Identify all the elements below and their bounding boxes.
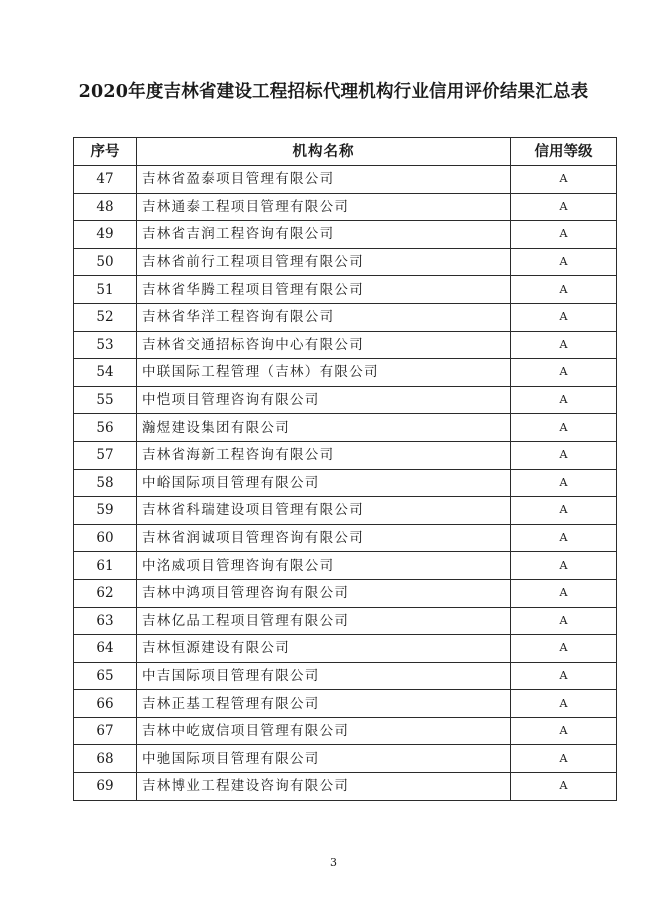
credit-grade-cell: A: [511, 331, 617, 359]
credit-grade-cell: A: [511, 303, 617, 331]
table-row: [74, 773, 617, 801]
table-header-row: [74, 138, 617, 166]
credit-grade-cell: A: [511, 579, 617, 607]
credit-grade-cell: A: [511, 359, 617, 387]
row-number-cell: 56: [74, 414, 137, 442]
column-header-grade: 信用等级: [511, 138, 617, 166]
credit-grade-cell: A: [511, 552, 617, 580]
institution-name-cell: 吉林博业工程建设咨询有限公司: [137, 773, 511, 801]
institution-name-cell: 吉林中鸿项目管理咨询有限公司: [137, 579, 511, 607]
institution-name-cell: 中洺威项目管理咨询有限公司: [137, 552, 511, 580]
credit-grade-cell: A: [511, 193, 617, 221]
credit-grade-cell: A: [511, 386, 617, 414]
table-row: [74, 276, 617, 304]
table-row: [74, 193, 617, 221]
institution-name-cell: 中驰国际项目管理有限公司: [137, 745, 511, 773]
institution-name-cell: 吉林恒源建设有限公司: [137, 635, 511, 663]
table-row: [74, 441, 617, 469]
credit-grade-cell: A: [511, 524, 617, 552]
institution-name-cell: 吉林省吉润工程咨询有限公司: [137, 221, 511, 249]
table-row: [74, 717, 617, 745]
row-number-cell: 55: [74, 386, 137, 414]
credit-grade-cell: A: [511, 469, 617, 497]
institution-name-cell: 中恺项目管理咨询有限公司: [137, 386, 511, 414]
institution-name-cell: 吉林省科瑞建设项目管理有限公司: [137, 497, 511, 525]
column-header-number: 序号: [74, 138, 137, 166]
table-row: [74, 166, 617, 194]
table-row: [74, 331, 617, 359]
table-row: [74, 635, 617, 663]
row-number-cell: 68: [74, 745, 137, 773]
institution-name-cell: 中吉国际项目管理有限公司: [137, 662, 511, 690]
institution-name-cell: 吉林省盈泰项目管理有限公司: [137, 166, 511, 194]
table-row: [74, 662, 617, 690]
table-body: [74, 166, 617, 801]
institution-name-cell: 吉林通泰工程项目管理有限公司: [137, 193, 511, 221]
table-row: [74, 552, 617, 580]
row-number-cell: 69: [74, 773, 137, 801]
row-number-cell: 52: [74, 303, 137, 331]
column-header-name: 机构名称: [137, 138, 511, 166]
row-number-cell: 48: [74, 193, 137, 221]
page-title: 2020年度吉林省建设工程招标代理机构行业信用评价结果汇总表: [78, 82, 589, 102]
table-row: [74, 524, 617, 552]
table-row: [74, 690, 617, 718]
credit-grade-cell: A: [511, 607, 617, 635]
institution-name-cell: 中联国际工程管理（吉林）有限公司: [137, 359, 511, 387]
row-number-cell: 49: [74, 221, 137, 249]
table-row: [74, 607, 617, 635]
row-number-cell: 54: [74, 359, 137, 387]
credit-grade-cell: A: [511, 690, 617, 718]
row-number-cell: 65: [74, 662, 137, 690]
credit-grade-cell: A: [511, 441, 617, 469]
credit-grade-cell: A: [511, 635, 617, 663]
institution-name-cell: 吉林省华洋工程咨询有限公司: [137, 303, 511, 331]
credit-grade-cell: A: [511, 717, 617, 745]
institution-name-cell: 吉林省华腾工程项目管理有限公司: [137, 276, 511, 304]
row-number-cell: 60: [74, 524, 137, 552]
table-row: [74, 469, 617, 497]
institution-name-cell: 吉林省前行工程项目管理有限公司: [137, 248, 511, 276]
table-row: [74, 303, 617, 331]
credit-grade-cell: A: [511, 248, 617, 276]
table-row: [74, 745, 617, 773]
row-number-cell: 63: [74, 607, 137, 635]
table-row: [74, 414, 617, 442]
row-number-cell: 50: [74, 248, 137, 276]
row-number-cell: 47: [74, 166, 137, 194]
institution-name-cell: 瀚煜建设集团有限公司: [137, 414, 511, 442]
institution-name-cell: 吉林省海新工程咨询有限公司: [137, 441, 511, 469]
credit-grade-cell: A: [511, 221, 617, 249]
institution-name-cell: 吉林省润诚项目管理咨询有限公司: [137, 524, 511, 552]
institution-name-cell: 吉林省交通招标咨询中心有限公司: [137, 331, 511, 359]
table-row: [74, 497, 617, 525]
table-row: [74, 221, 617, 249]
credit-grade-cell: A: [511, 773, 617, 801]
row-number-cell: 58: [74, 469, 137, 497]
credit-rating-table: [73, 137, 617, 801]
institution-name-cell: 吉林亿品工程项目管理有限公司: [137, 607, 511, 635]
table-row: [74, 359, 617, 387]
row-number-cell: 59: [74, 497, 137, 525]
row-number-cell: 66: [74, 690, 137, 718]
row-number-cell: 67: [74, 717, 137, 745]
institution-name-cell: 吉林正基工程管理有限公司: [137, 690, 511, 718]
credit-grade-cell: A: [511, 166, 617, 194]
row-number-cell: 61: [74, 552, 137, 580]
credit-grade-cell: A: [511, 745, 617, 773]
page-number: 3: [330, 856, 337, 869]
credit-grade-cell: A: [511, 414, 617, 442]
row-number-cell: 62: [74, 579, 137, 607]
table-row: [74, 579, 617, 607]
table-row: [74, 248, 617, 276]
credit-grade-cell: A: [511, 276, 617, 304]
row-number-cell: 51: [74, 276, 137, 304]
institution-name-cell: 吉林中屹宬信项目管理有限公司: [137, 717, 511, 745]
credit-grade-cell: A: [511, 662, 617, 690]
credit-grade-cell: A: [511, 497, 617, 525]
row-number-cell: 64: [74, 635, 137, 663]
row-number-cell: 53: [74, 331, 137, 359]
table-row: [74, 386, 617, 414]
institution-name-cell: 中峪国际项目管理有限公司: [137, 469, 511, 497]
row-number-cell: 57: [74, 441, 137, 469]
